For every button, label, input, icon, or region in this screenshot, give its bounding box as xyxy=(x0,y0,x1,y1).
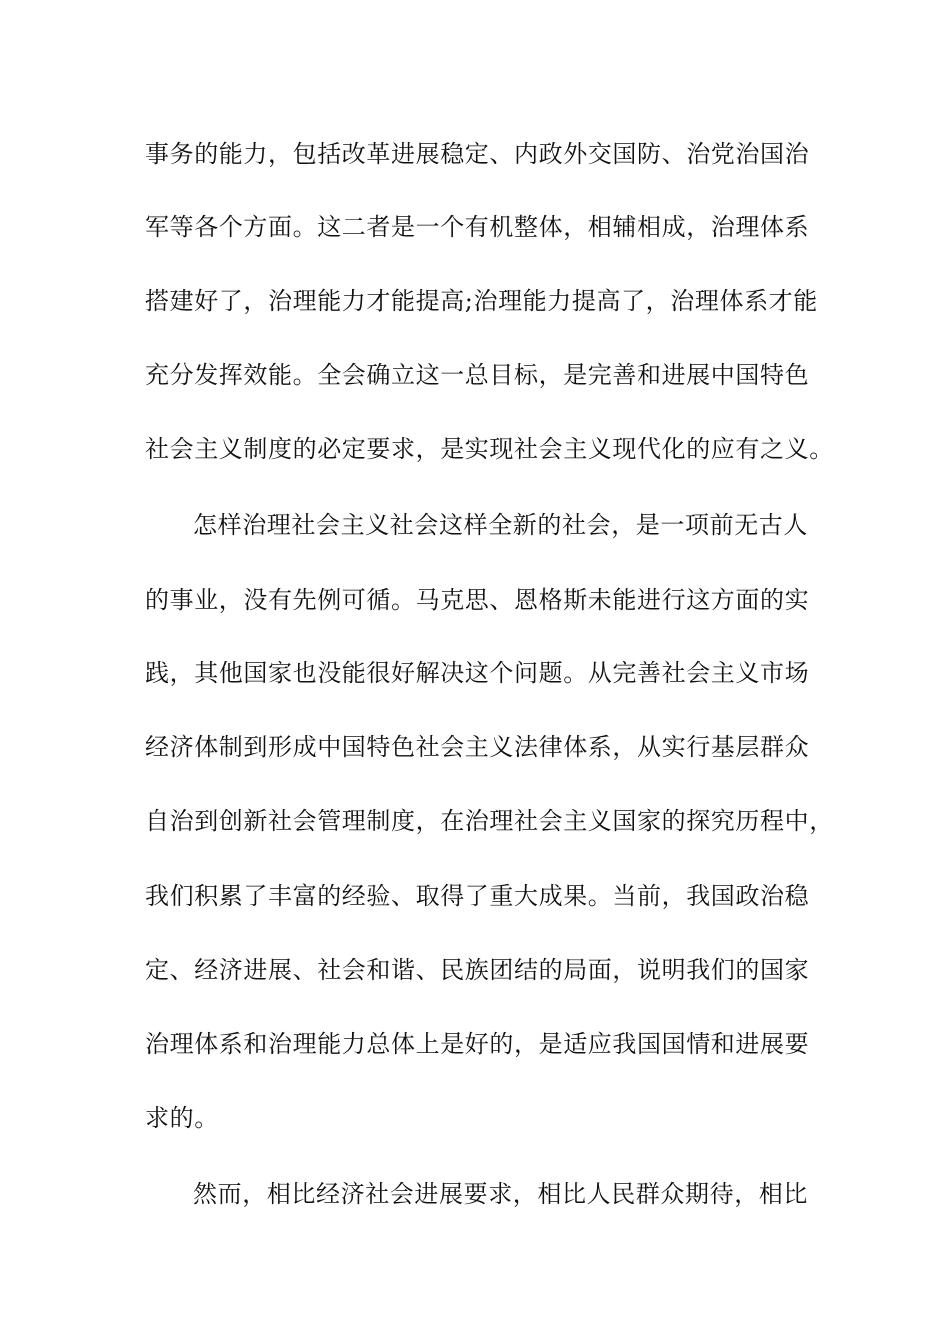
paragraph-line: 求的。 xyxy=(145,1104,219,1132)
paragraph-line: 然而，相比经济社会进展要求，相比人民群众期待，相比 xyxy=(193,1180,808,1208)
paragraph-line: 搭建好了，治理能力才能提高;治理能力提高了，治理体系才能 xyxy=(145,287,818,315)
paragraph-line: 定、经济进展、社会和谐、民族团结的局面，说明我们的国家 xyxy=(145,956,810,984)
paragraph-line: 治理体系和治理能力总体上是好的，是适应我国国情和进展要 xyxy=(145,1030,810,1058)
paragraph-line: 军等各个方面。这二者是一个有机整体，相辅相成，治理体系 xyxy=(145,213,810,241)
paragraph-line: 的事业，没有先例可循。马克思、恩格斯未能进行这方面的实 xyxy=(145,586,810,614)
paragraph-line: 自治到创新社会管理制度，在治理社会主义国家的探究历程中， xyxy=(145,807,834,835)
paragraph-line: 我们积累了丰富的经验、取得了重大成果。当前，我国政治稳 xyxy=(145,882,810,910)
paragraph-line: 社会主义制度的必定要求，是实现社会主义现代化的应有之义。 xyxy=(145,435,834,463)
paragraph-line: 充分发挥效能。全会确立这一总目标，是完善和进展中国特色 xyxy=(145,361,810,389)
paragraph-line: 怎样治理社会主义社会这样全新的社会，是一项前无古人 xyxy=(193,511,808,539)
paragraph-line: 经济体制到形成中国特色社会主义法律体系，从实行基层群众 xyxy=(145,733,810,761)
paragraph-line: 践，其他国家也没能很好解决这个问题。从完善社会主义市场 xyxy=(145,659,810,687)
paragraph-line: 事务的能力，包括改革进展稳定、内政外交国防、治党治国治 xyxy=(145,140,810,168)
